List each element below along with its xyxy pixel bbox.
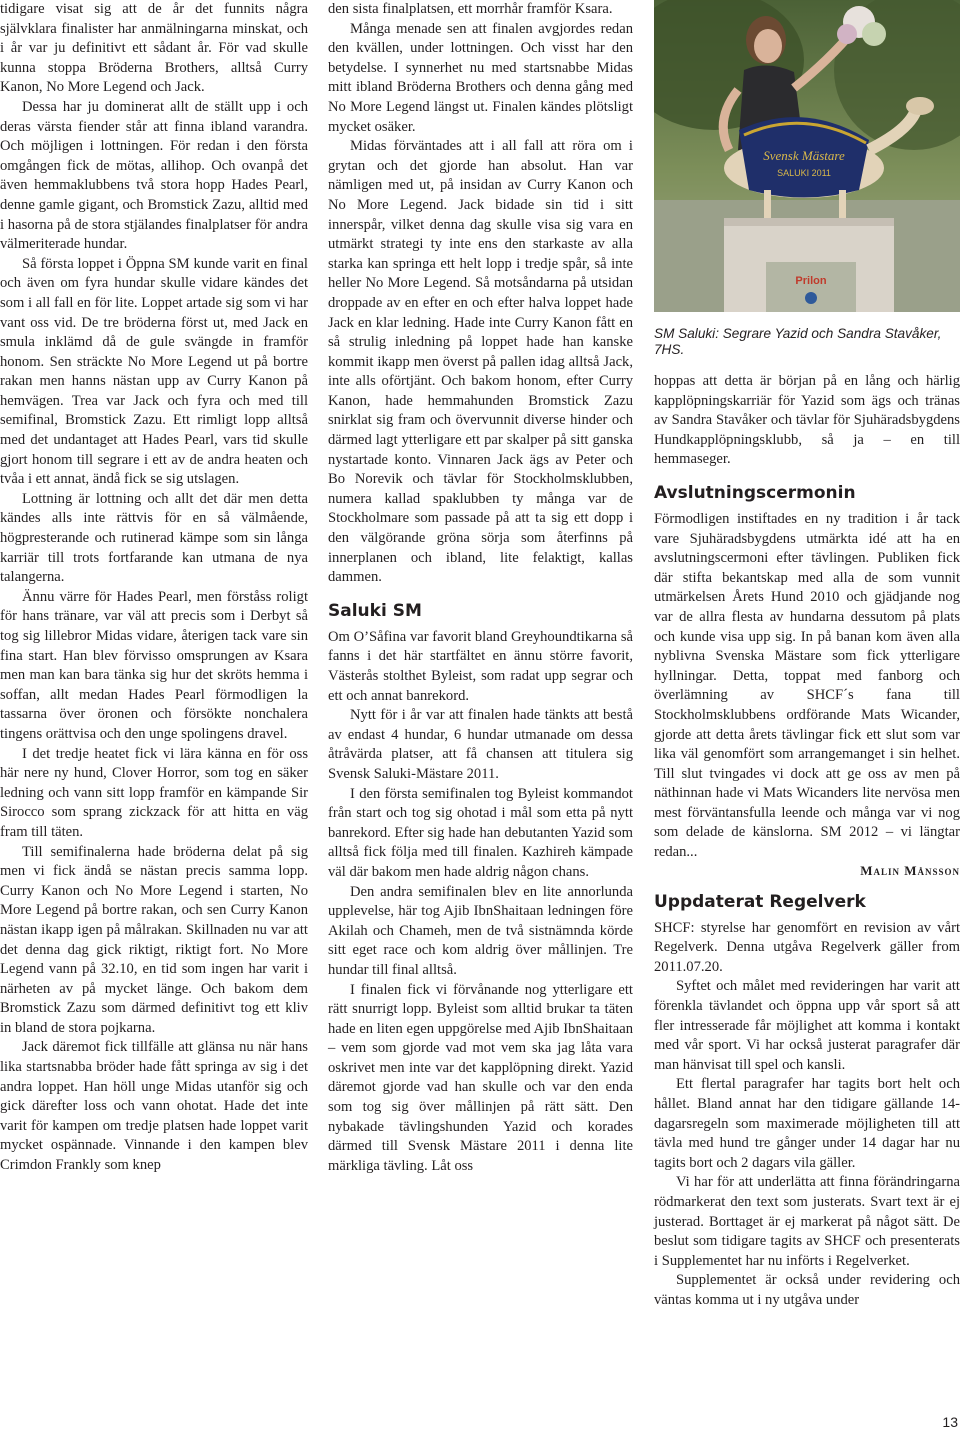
paragraph: tidigare visat sig att de år det funnits några självklara finalister har anmälningarna minskat, och i år var ju definitivt ett sådant år. För vad skulle kunna stoppa Bröderna Brothers, alltså Curry Kanon, No More Legend och Jack.	[0, 1, 308, 96]
paragraph: Ännu värre för Hades Pearl, men förståss roligt för hans tränare, var väl att precis som i Derbyt så tog sig lillebror Midas vidare, återigen tack vare sin fina start. Han blev förvisso omsprungen av Ksara men man kan bara tänka sig hur det skröts hemma i soffan, allt medan Hades Pearl förmodligen la tassarna över öronen och försökte nonchalera tingens orättvisa och den unge spolingens dravel.	[0, 588, 308, 742]
paragraph: Ett flertal paragrafer har tagits bort helt och hållet. Bland annat har den tidigare gällande 14-dagarsregeln som maximerade möjligheten till att tävla med hund tre gånger under 14 dagar har nu tagits bort och 2 dagars vila gäller.	[654, 1076, 960, 1171]
paragraph: Jack däremot fick tillfälle att glänsa nu när hans lika startsnabba bröder hade fått springa av sig i det andra loppet. Han höll unge Midas utanför sig och gick därefter loss och vann ohotat. Hade det inte varit för kampen om tredje platsen hade loppet varit mycket ospännade. Vinnande i den kampen blev Crimdon Frankly som knep	[0, 1039, 308, 1174]
paragraph: Syftet och målet med revideringen har varit att förenkla tävlandet och öppna upp vår sport så att fler intresserade får möjlighet att komma i kontakt med vår sport. Vi har också justerat paragrafer där man hänvisat till spel och kansli.	[654, 978, 960, 1073]
paragraph: den sista finalplatsen, ett morrhår framför Ksara.	[328, 1, 613, 17]
paragraph: Vi har för att underlätta att finna förändringarna rödmarkerat den text som justerats. Svart text är ej justerad. Borttaget är ej markerat på något sätt. De beslut som tidigare tagits av SHCF och presenterats i Supplementet har nu införts i Regelverket.	[654, 1174, 960, 1269]
paragraph: SHCF: styrelse har genomfört en revision av vårt Regelverk. Denna utgåva Regelverk gäller from 2011.07.20.	[654, 919, 960, 975]
column-left	[0, 0, 308, 1176]
paragraph: Förmodligen instiftades en ny tradition i år tack vare Sjuhäradsbygdens utmärkta idé att ha en avslutningscermoni efter tävlingen. Publiken fick där stifta bekantskap med alla de som vunnit utmärkelsen Årets Hund 2010 och gjädjande nog var de allra flesta av hundarna dessutom på plats och kunde visa upp sig. In på banan kom även alla nyblivna Svenska Mästare som fick ytterligare hyllningar. Detta, toppat med fanborg och överlämning av SHCF´s fana till Stockholmsklubbens ordförande Mats Wicander, gjorde att detta årets tävlingar fick ett slut som var lika väl genomfört som arrangemanget i sin helhet. Till slut tvingades vi dock att ge oss av men på näthinnan hade vi Mats Wicanders lite nervösa men mest förväntansfulla leende och många var vi nog som delade de känslorna. SM 2012 – vi längtar redan...	[654, 510, 960, 861]
paragraph: I det tredje heatet fick vi lära känna en för oss här nere ny hund, Clover Horror, som tog en säker ledning och vann sitt lopp framför en kämpande Sir Sirocco som sprang zickzack för att hitta en väg fram till täten.	[0, 745, 308, 840]
paragraph: Så första loppet i Öppna SM kunde varit en final och även om fyra hundar skulle vidare kändes det som i all fall en för lite. Loppet artade sig som vi har vant oss vid. De tre bröderna först ut, med Jack en smula inklämd då de gule svängde in framför honom. Sen sträckte No More Legend ut på bortre rakan men hanns nästan upp av Curry Kanon på hemvägen. Trea var Jack och fyra och med till semifinal, Bromstick Zazu. Ett rimligt lopp alltså med det undantaget att Hades Pearl, vars tid skulle gjort honom till segrare i ett av de andra heaten och tvåa i ett annat, ändå fick se sig utslagen.	[0, 255, 308, 488]
paragraph: Supplementet är också under revidering och väntas komma ut i ny utgåva under	[654, 1272, 960, 1308]
paragraph: Dessa har ju dominerat allt de ställt upp i och deras värsta fiender står att finna ibland varandra. Och möjligen i lottningen. För redan i den första omgången fick de mötas, allihop. Och ovanpå det även hemmaklubbens två stora hopp Hades Pearl, denne gamle gigant, och Bromstick Zazu, alltid med i hasorna på de stora stjälandes finalplatser för andra välmeriterade hundar.	[0, 98, 308, 253]
section-heading-avslutningscermonin: Avslutningscermonin	[654, 482, 856, 503]
paragraph: Den andra semifinalen blev en lite annorlunda upplevelse, här tog Ajib IbnShaitaan ledningen före Akilah och Chameh, men de två sistnämnda körde sitt eget race och kom aldrig över mållinjen. Tre hundar till final alltså.	[328, 883, 633, 978]
paragraph: hoppas att detta är början på en lång och härlig kapplöpningskarriär för Yazid som ägs och tränas av Sandra Stavåker och tävlar för Sjuhäradsbygdens Hundkapplöpningsklubb, så ja – en till hemmaseger.	[654, 373, 960, 468]
photo-illustration	[654, 0, 960, 312]
winner-photo	[654, 0, 960, 312]
blanket-subtitle: SALUKI 2011	[777, 168, 831, 178]
section-heading-saluki-sm: Saluki SM	[328, 600, 422, 621]
box-label: Prilon	[795, 275, 827, 287]
author-signature: Malin Månsson	[860, 862, 960, 878]
section-heading-uppdaterat-regelverk: Uppdaterat Regelverk	[654, 891, 866, 912]
photo-caption: SM Saluki: Segrare Yazid och Sandra Stavåker, 7HS.	[654, 326, 942, 357]
paragraph: Lottning är lottning och allt det där men detta kändes alls inte rättvis för en så välmående, högpresterande och rutinerad kämpe som sin långa karriär till trots fortfarande kan utmana de nya talangerna.	[0, 490, 308, 586]
page-number: 13	[942, 1414, 958, 1430]
paragraph: Många menade sen att finalen avgjordes redan den kvällen, under lottningen. Och visst har den betydelse. I synnerhet nu med startsnabbe Midas mitt ibland Bröderna Brothers och denna gång med No More Legend längst ut. Finalen kändes plötsligt mycket osäker.	[328, 20, 633, 135]
column-right	[654, 0, 960, 1311]
paragraph: Till semifinalerna hade bröderna delat på sig men vi fick ändå se nästan precis samma lopp. Curry Kanon och No More Legend i starten, No More Legend på bortre rakan, och sen Curry Kanon nästan ikapp igen på målrakan. Skillnaden nu var att det denna dag gick riktigt, riktigt fort. No More Legend vann på 32.10, en tid som ingen har varit i närheten av på mycket länge. Och bakom dem Bromstick Zazu som därmed definitivt tog ett kliv in bland de stora pojkarna.	[0, 843, 308, 1036]
column-middle	[328, 0, 633, 1176]
paragraph: Om O’Såfina var favorit bland Greyhoundtikarna så fanns i det här startfältet en ännu större favorit, Västerås stolthet Byleist, som radat upp segrar och ett och annat banrekord.	[328, 628, 633, 704]
paragraph: Nytt för i år var att finalen hade tänkts att bestå av endast 4 hundar, 6 hundar utmanade om dessa åtråvärda platser, att få chansen att titulera sig Svensk Saluki-Mästare 2011.	[328, 707, 633, 782]
paragraph: Midas förväntades att i all fall att röra om i grytan och det gjorde han absolut. Han var nämligen med ut, på insidan av Curry Kanon och No More Legend. Jack bidade sin tid i sitt innerspår, vilket denna dag skulle visa sig vara en utmärkt strategi ty inte ens den starkaste av alla starka kan springa ett helt lopp i tredje spår, så inte heller No More Legend. Så motsåndarna på utsidan droppade av en efter en och efter halva loppet hade Jack en klar ledning. Hade inte Curry Kanon fått en så strulig inledning på loppet hade han kanske kommit ikapp men överst på pallen idag alltså Jack, inte alls oförtjänt. Och bakom honom, efter Curry Kanon, hade hemmahunden Bromstick Zazu snirklat sig fram och övervunnit diverse hinder och därmed lagt ytterligare ett par skalper på sitt ganska nystartade konto. Vinnaren Jack ägs av Peter och Bo Norevik och tävlar för Stockholmsklubben, numera kallad spaklubben ty många var de Stockholmare som passade på att ta sig ett dopp i den välgörande gröna sörja som återfinns på innerplanen och ibland, lite felaktigt, kallas dammen.	[328, 138, 633, 586]
paragraph: I finalen fick vi förvånande nog ytterligare ett rätt snurrigt lopp. Byleist som alltid brukar ta täten hade en liten egen uppgörelse med Ajib IbnShaitaan – vem som gjorde vad mot vem ska jag låta vara oskrivet men inte var det kapplöpning direkt. Yazid däremot gjorde vad han skulle och var den enda som tog sig över mållinjen på rätt sätt. Den nybakade tävlingshunden Yazid och korades därmed till Svensk Mästare 2011 i denna lite märkliga tävling. Låt oss	[328, 981, 633, 1174]
paragraph: I den första semifinalen tog Byleist kommandot från start och tog sig ohotad i mål som etta på nytt banrekord. Efter sig hade han debutanten Yazid som alltså fick följa med till finalen. Kazhireh kämpade väl där bakom men hade aldrig någon chans.	[328, 785, 633, 880]
blanket-title: Svensk Mästare	[763, 148, 845, 163]
